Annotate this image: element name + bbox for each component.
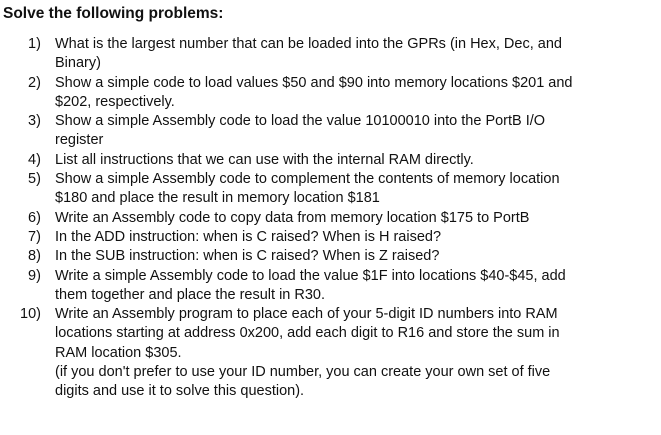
problem-item-2 — [0, 74, 661, 113]
problem-text-line: locations starting at address 0x200, add each digit to R16 and store the sum in — [55, 325, 560, 342]
problem-number: 3) — [28, 113, 41, 130]
problem-number: 10) — [20, 306, 41, 323]
problem-item-10 — [0, 305, 661, 401]
problem-number: 4) — [28, 151, 41, 168]
problem-text-line: In the SUB instruction: when is C raised? When is Z raised? — [55, 248, 440, 265]
problem-number: 6) — [28, 209, 41, 226]
problem-text-line: In the ADD instruction: when is C raised? When is H raised? — [55, 228, 442, 245]
problem-text-line: Write a simple Assembly code to load the value $1F into locations $40-$45, add — [55, 267, 566, 284]
problem-number: 5) — [28, 171, 41, 188]
problem-text-line: Write an Assembly code to copy data from memory location $175 to PortB — [55, 209, 530, 226]
problem-number: 2) — [28, 74, 41, 91]
problem-text-line: RAM location $305. — [55, 344, 182, 361]
problem-text-line: Show a simple Assembly code to complement the contents of memory location — [55, 171, 560, 188]
problem-text-line: Write an Assembly program to place each of your 5-digit ID numbers into RAM — [55, 306, 558, 323]
problem-item-1 — [0, 35, 661, 74]
problem-text-line: them together and place the result in R30. — [55, 286, 326, 303]
problem-item-3 — [0, 112, 661, 151]
problem-text-line: register — [55, 132, 104, 149]
problem-item-5 — [0, 170, 661, 209]
problem-text-line: Show a simple code to load values $50 and $90 into memory locations $201 and — [55, 74, 573, 91]
problem-number: 7) — [28, 228, 41, 245]
problem-item-7 — [0, 228, 661, 247]
problem-text-line: (if you don't prefer to use your ID number, you can create your own set of five — [55, 364, 551, 381]
problem-number: 9) — [28, 267, 41, 284]
problem-text-line: Binary) — [55, 55, 101, 72]
problem-text-line: List all instructions that we can use with the internal RAM directly. — [55, 151, 474, 168]
page-title: Solve the following problems: — [3, 5, 224, 22]
problem-text-line: What is the largest number that can be loaded into the GPRs (in Hex, Dec, and — [55, 36, 562, 52]
problem-text-line: $180 and place the result in memory location $181 — [55, 190, 380, 207]
problem-list — [0, 35, 661, 402]
problem-item-4 — [0, 151, 661, 170]
problem-text-line: Show a simple Assembly code to load the value 10100010 into the PortB I/O — [55, 113, 546, 130]
problem-item-8 — [0, 247, 661, 266]
problem-item-9 — [0, 267, 661, 306]
problem-item-6 — [0, 209, 661, 228]
problem-number: 1) — [28, 36, 41, 52]
problem-text-line: $202, respectively. — [55, 93, 175, 110]
problem-number: 8) — [28, 248, 41, 265]
problem-text-line: digits and use it to solve this question). — [55, 383, 305, 400]
